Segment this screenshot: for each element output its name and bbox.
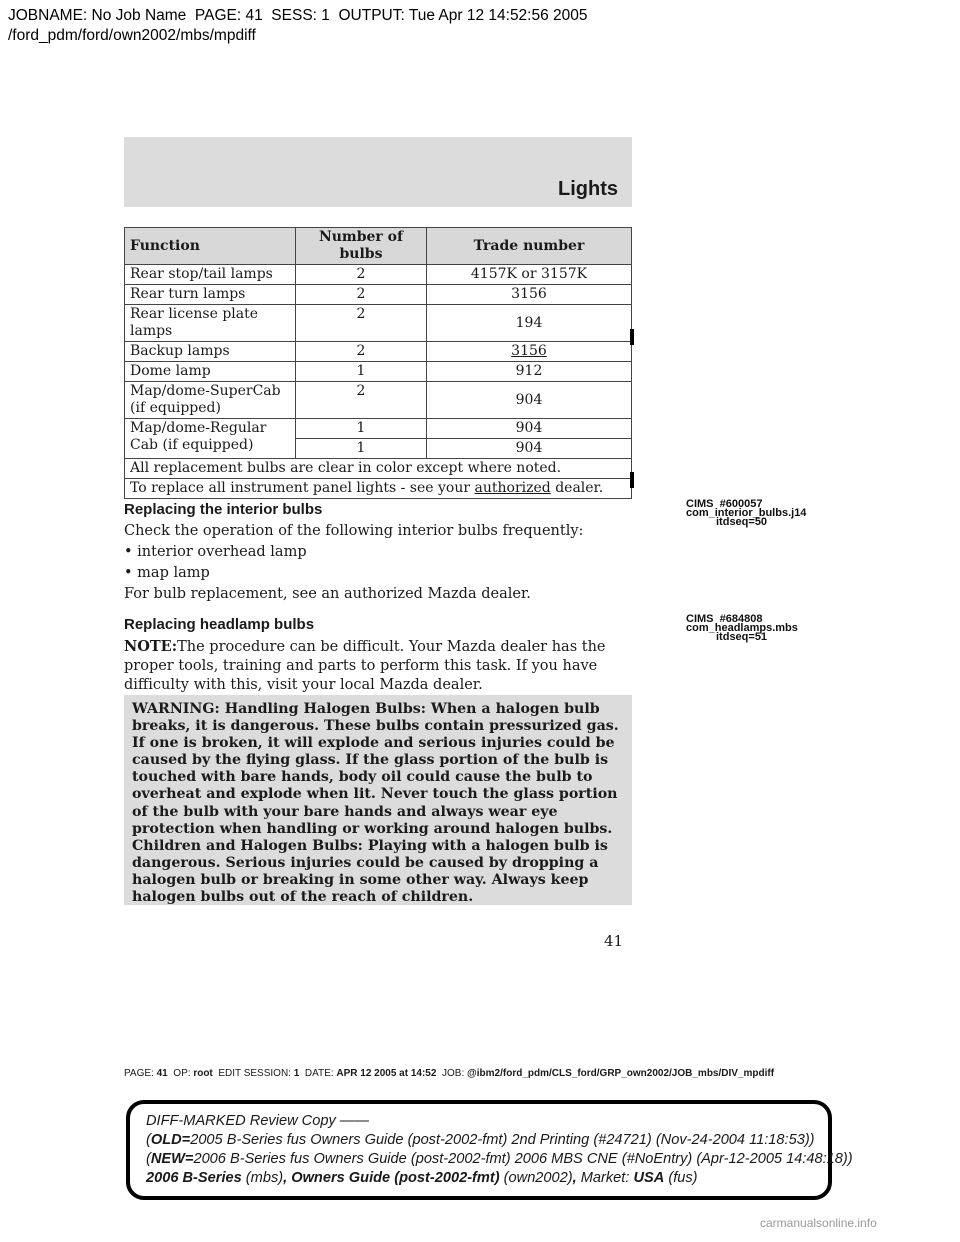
cell-count: 2: [296, 305, 427, 342]
cims-seq: itdseq=50: [716, 516, 768, 528]
interior-bulbs-section: [124, 500, 644, 604]
table-header-row: [125, 228, 632, 265]
diff-new-label: NEW=: [150, 1151, 194, 1167]
table-row: [125, 362, 632, 382]
section-title: Lights: [558, 178, 618, 200]
note-text: dealer.: [550, 480, 604, 496]
cell-function: Rear license plate lamps: [125, 305, 296, 342]
cims-file: com_interior_bulbs.j14: [686, 507, 807, 519]
headlamp-section: [124, 615, 644, 695]
diff-market: USA: [633, 1170, 665, 1186]
footer-label: JOB:: [442, 1068, 465, 1079]
diff-series-code: (mbs): [241, 1170, 284, 1186]
cims-file: com_headlamps.mbs: [686, 622, 798, 634]
diff-review-box: [126, 1100, 853, 1200]
diff-new-line: (NEW=2006 B-Series fus Owners Guide (post-2002-fmt) 2006 MBS CNE (#NoEntry) (Apr-12-2005 14:48:18)): [146, 1151, 853, 1167]
cell-trade: 3156: [427, 285, 632, 305]
list-item: • map lamp: [124, 565, 210, 581]
cell-count: 2: [296, 342, 427, 362]
cims-id: CIMS #684808: [686, 613, 763, 625]
table-row: [125, 265, 632, 285]
column-header-count: Number of bulbs: [296, 228, 427, 265]
note-text: To replace all instrument panel lights - see your: [130, 480, 475, 496]
page-number: 41: [604, 932, 624, 950]
job-header-line1: JOBNAME: No Job Name PAGE: 41 SESS: 1 OUTPUT: Tue Apr 12 14:52:56 2005: [8, 7, 588, 24]
column-header-trade: Trade number: [427, 228, 632, 265]
cell-trade: [427, 342, 632, 362]
cims-id: CIMS #600057: [686, 498, 763, 510]
cell-function: Rear stop/tail lamps: [125, 265, 296, 285]
footer-label: OP:: [173, 1068, 191, 1079]
diff-title: DIFF-MARKED Review Copy ——: [146, 1113, 369, 1129]
footer-value: 41: [156, 1068, 168, 1079]
cell-count: 1: [296, 439, 427, 459]
cell-function: Map/dome-SuperCab (if equipped): [125, 382, 296, 419]
table-row: [125, 305, 632, 342]
cell-trade: 904: [427, 382, 632, 419]
watermark: carmanualsonline.info: [760, 1216, 877, 1230]
job-header-line2: /ford_pdm/ford/own2002/mbs/mpdiff: [8, 27, 256, 44]
cell-function: Map/dome-Regular Cab (if equipped): [125, 419, 296, 459]
table-note-instrument-panel: [125, 479, 632, 499]
table-row: [125, 342, 632, 362]
cell-function: Backup lamps: [125, 342, 296, 362]
changed-word: authorized: [474, 480, 551, 496]
cell-count: 2: [296, 265, 427, 285]
footer-label: EDIT SESSION:: [218, 1068, 291, 1079]
cell-trade: 4157K or 3157K: [427, 265, 632, 285]
footer-value: @ibm2/ford_pdm/CLS_ford/GRP_own2002/JOB_mbs/DIV_mpdiff: [467, 1068, 775, 1079]
change-bar: [630, 472, 634, 488]
table-note-row: [125, 459, 632, 479]
change-bar: [630, 329, 634, 345]
cell-count: 1: [296, 362, 427, 382]
diff-old-label: OLD=: [150, 1132, 191, 1148]
table-row: [125, 419, 632, 439]
interior-bulbs-heading: Replacing the interior bulbs: [124, 501, 323, 518]
diff-meta-line: 2006 B-Series (mbs), Owners Guide (post-2002-fmt) (own2002), Market: USA (fus): [146, 1170, 698, 1186]
headlamp-note: [124, 637, 644, 695]
cell-function: Rear turn lamps: [125, 285, 296, 305]
diff-guide-code: (own2002): [499, 1170, 573, 1186]
headlamp-heading: Replacing headlamp bulbs: [124, 616, 315, 633]
cell-function: Dome lamp: [125, 362, 296, 382]
note-label: NOTE:: [124, 638, 178, 655]
warning-halogen-text: WARNING: Handling Halogen Bulbs: When a halogen bulb breaks, it is dangerous. These bulbs contain pressurized gas. If one is broken, it will explode and serious injuries could be caused by the flying glass. If the glass portion of the bulb is touched with bare hands, body oil could cause the bulb to overheat and explode when lit. Never touch the glass portion of the bulb with your bare hands and always wear eye protection when handling or working around halogen bulbs.: [132, 701, 619, 837]
footer-value: root: [193, 1068, 213, 1079]
interior-intro: Check the operation of the following interior bulbs frequently:: [124, 523, 584, 539]
cell-trade: 904: [427, 439, 632, 459]
diff-market-label: Market:: [580, 1170, 634, 1186]
warning-box: [124, 695, 632, 905]
changed-trade-number: 3156: [511, 343, 547, 359]
footer-value: 1: [293, 1068, 300, 1079]
cell-count: 2: [296, 382, 427, 419]
diff-market-code: (fus): [664, 1170, 698, 1186]
cims-tag: [686, 500, 806, 527]
note-text: The procedure can be difficult. Your Mazda dealer has the proper tools, training and parts to perform this task. If you have difficulty with this, visit your local Mazda dealer.: [124, 639, 606, 693]
cell-trade: 904: [427, 419, 632, 439]
footer-label: DATE:: [304, 1068, 334, 1079]
cims-tag: [686, 615, 798, 642]
cims-seq: itdseq=51: [716, 631, 768, 643]
interior-closing: For bulb replacement, see an authorized Mazda dealer.: [124, 586, 531, 602]
cell-count: 1: [296, 419, 427, 439]
diff-old-line: (OLD=2005 B-Series fus Owners Guide (post-2002-fmt) 2nd Printing (#24721) (Nov-24-2004 11:18:53)): [146, 1132, 815, 1148]
footer-label: PAGE:: [124, 1068, 154, 1079]
list-item-text: map lamp: [137, 565, 210, 581]
cell-count: 2: [296, 285, 427, 305]
table-row: [125, 285, 632, 305]
bulb-table: [124, 227, 632, 499]
column-header-function: Function: [125, 228, 296, 265]
list-item-text: interior overhead lamp: [137, 544, 307, 560]
diff-new-text: 2006 B-Series fus Owners Guide (post-2002-fmt) 2006 MBS CNE (#NoEntry) (Apr-12-2005 14:48:18)): [193, 1151, 853, 1167]
cell-trade: 194: [427, 305, 632, 342]
job-header: [8, 6, 588, 46]
diff-guide: Owners Guide (post-2002-fmt): [291, 1170, 500, 1186]
table-note-clear-bulbs: All replacement bulbs are clear in color except where noted.: [125, 459, 632, 479]
table-note-row: [125, 479, 632, 499]
warning-children-text: Children and Halogen Bulbs: Playing with a halogen bulb is dangerous. Serious injuries could be caused by dropping a halogen bulb or breaking in some other way. Always keep halogen bulbs out of the reach of children.: [132, 837, 608, 906]
cell-trade: 912: [427, 362, 632, 382]
diff-series: 2006 B-Series: [146, 1170, 242, 1186]
job-footer: [124, 1068, 774, 1079]
list-item: • interior overhead lamp: [124, 544, 307, 560]
diff-old-text: 2005 B-Series fus Owners Guide (post-2002-fmt) 2nd Printing (#24721) (Nov-24-2004 11:18:53)): [190, 1132, 815, 1148]
section-header-band: [124, 137, 632, 207]
table-row: [125, 382, 632, 419]
footer-value: APR 12 2005 at 14:52: [336, 1068, 437, 1079]
